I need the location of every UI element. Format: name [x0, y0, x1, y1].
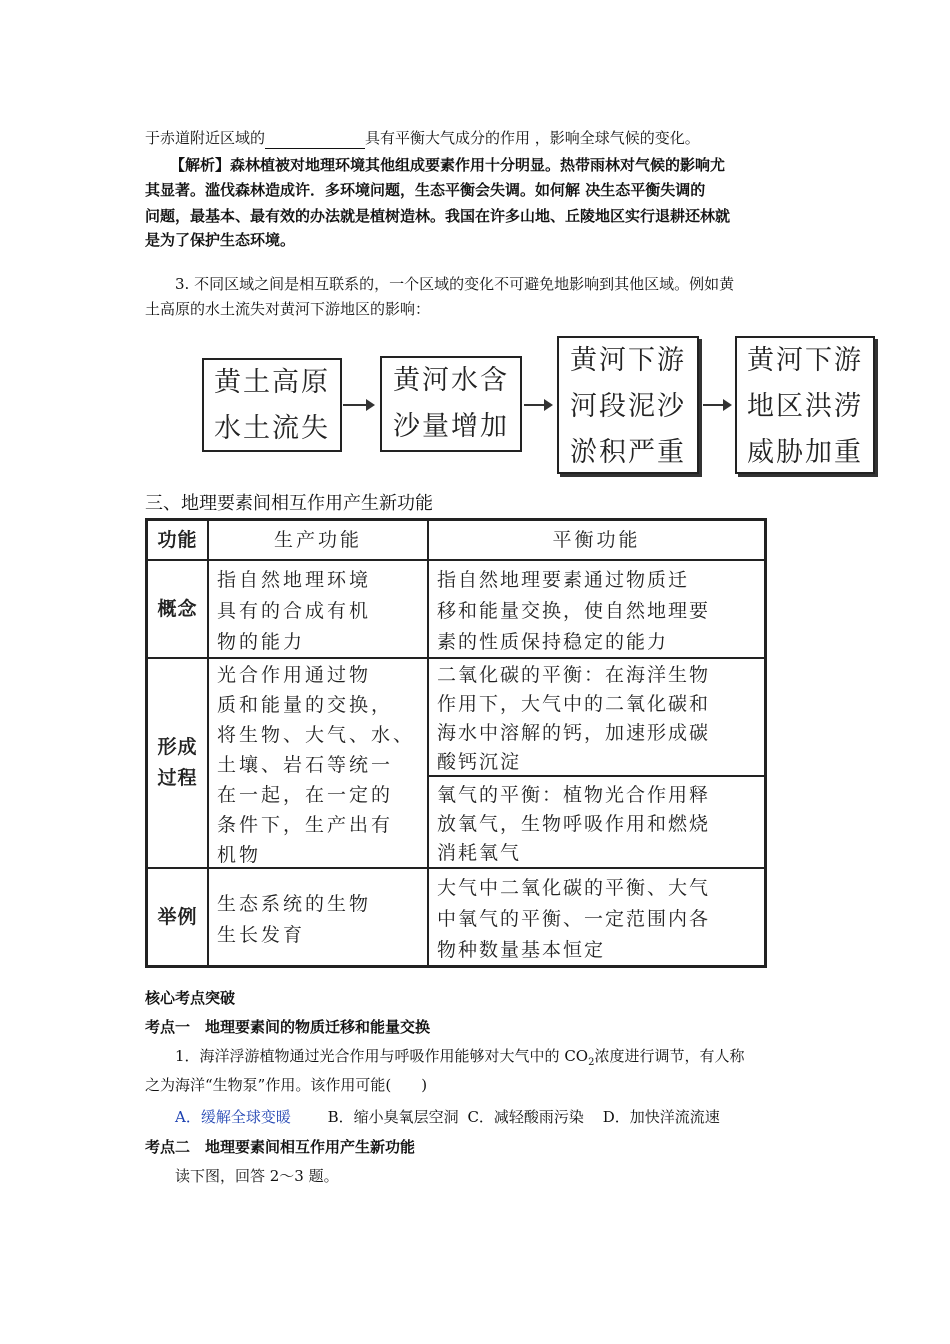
row-label-line: 过程 [157, 767, 198, 789]
cell-line: 条件下，生产出有 [217, 814, 394, 836]
flow-box-text: 沙量增加 [393, 411, 509, 442]
cell-line: 中氧气的平衡、一定范围内各 [437, 908, 711, 930]
row-label: 概念 [157, 597, 198, 620]
analysis-line: 是为了保护生态环境。 [145, 231, 296, 249]
paragraph-line: 土高原的水土流失对黄河下游地区的影响： [145, 300, 431, 318]
cell-line: 海水中溶解的钙，加速形成碳 [437, 722, 711, 744]
cell-line: 消耗氧气 [437, 842, 522, 864]
cell-line: 放氧气，生物呼吸作用和燃烧 [437, 813, 711, 835]
flow-box-3 [557, 336, 699, 474]
cell-line: 大气中二氧化碳的平衡、大气 [437, 877, 711, 899]
cell-line: 移和能量交换，使自然地理要 [437, 600, 711, 622]
option-b[interactable]: B．缩小臭氧层空洞 [327, 1108, 459, 1126]
question-text: 浓度进行调节，有人称 [594, 1047, 745, 1065]
cell-line: 在一起，在一定的 [217, 784, 394, 806]
table-cell [209, 887, 427, 953]
cell-line: 机物 [217, 844, 262, 866]
subscript: 2 [588, 1057, 595, 1068]
table-cell [429, 871, 764, 968]
flow-box-text: 黄河下游 [747, 345, 863, 376]
function-table [145, 518, 767, 968]
analysis-line: 问题，最基本、最有效的办法就是植树造林。我国在许多山地、丘陵地区实行退耕还林就 [145, 207, 731, 225]
text-suffix: 具有平衡大气成分的作用 ，影响全球气候的变化。 [365, 129, 700, 147]
paragraph-line: 3. 不同区域之间是相互联系的，一个区域的变化不可避免地影响到其他区域。例如黄 [175, 275, 735, 293]
table-cell [209, 658, 427, 872]
cell-line: 物的能力 [217, 631, 306, 653]
flow-box-text: 黄土高原 [214, 367, 330, 398]
flow-box-2 [380, 356, 522, 452]
flow-box-text: 河段泥沙 [570, 391, 686, 422]
key-point-title: 考点一 地理要素间的物质迁移和能量交换 [145, 1018, 431, 1036]
flow-box-text: 地区洪涝 [747, 391, 863, 422]
cell-line: 二氧化碳的平衡：在海洋生物 [437, 664, 711, 686]
flow-box-text: 黄河水含 [393, 365, 509, 396]
text-line [145, 128, 700, 149]
flow-box-text: 淤积严重 [570, 437, 686, 468]
cell-line: 将生物、大气、水、 [217, 724, 416, 746]
cell-line: 指自然地理要素通过物质迁 [437, 569, 690, 591]
table-divider [148, 559, 764, 561]
cell-line: 作用下，大气中的二氧化碳和 [437, 693, 711, 715]
cell-line: 土壤、岩石等统一 [217, 754, 394, 776]
flow-box-1 [202, 358, 342, 452]
table-header: 功能 [157, 528, 198, 551]
text-prefix: 于赤道附近区域的 [145, 129, 266, 147]
table-header: 生产功能 [273, 528, 362, 551]
flow-box-4 [735, 336, 875, 474]
cell-line: 素的性质保持稳定的能力 [437, 631, 669, 653]
table-header: 平衡功能 [552, 528, 641, 551]
arrow-right-icon [524, 404, 551, 406]
key-point-title: 考点二 地理要素间相互作用产生新功能 [145, 1138, 416, 1156]
cell-line: 氧气的平衡：植物光合作用释 [437, 784, 711, 806]
option-d[interactable]: D．加快洋流流速 [602, 1108, 720, 1126]
instruction-line: 读下图，回答 2～3 题。 [175, 1167, 339, 1185]
options-line [175, 1107, 720, 1127]
question-line: 之为海洋“生物泵”作用。该作用可能( ) [145, 1076, 428, 1094]
section-title: 三、地理要素间相互作用产生新功能 [145, 493, 433, 514]
option-a[interactable]: A．缓解全球变暖 [175, 1108, 291, 1126]
question-text: 1．海洋浮游植物通过光合作用与呼吸作用能够对大气中的 CO [175, 1047, 589, 1065]
cell-line: 光合作用通过物 [217, 664, 372, 686]
table-cell [209, 563, 427, 660]
cell-line: 生长发育 [217, 924, 306, 946]
analysis-line: 【解析】森林植被对地理环境其他组成要素作用十分明显。热带雨林对气候的影响尤 [170, 156, 726, 174]
row-label-line: 形成 [157, 736, 198, 758]
table-cell [429, 659, 764, 779]
row-label: 举例 [157, 905, 198, 928]
flow-box-text: 水土流失 [214, 413, 330, 444]
row-label [148, 659, 207, 867]
table-cell [429, 563, 764, 660]
arrow-right-icon [703, 404, 730, 406]
fill-in-blank [265, 128, 365, 149]
cell-line: 指自然地理环境 [217, 569, 372, 591]
option-c[interactable]: C．减轻酸雨污染 [467, 1108, 584, 1126]
cell-line: 物种数量基本恒定 [437, 939, 606, 961]
flow-box-text: 黄河下游 [570, 345, 686, 376]
cell-line: 生态系统的生物 [217, 893, 372, 915]
cell-line: 质和能量的交换， [217, 694, 394, 716]
question-line [175, 1046, 744, 1073]
analysis-line: 其显著。滥伐森林造成许．多环境问题，生态平衡会失调。如何解 决生态平衡失调的 [145, 181, 706, 199]
table-cell [429, 779, 764, 870]
cell-line: 具有的合成有机 [217, 600, 372, 622]
core-title: 核心考点突破 [145, 989, 236, 1007]
cell-line: 酸钙沉淀 [437, 751, 522, 773]
flow-box-text: 威胁加重 [747, 437, 863, 468]
arrow-right-icon [343, 404, 373, 406]
